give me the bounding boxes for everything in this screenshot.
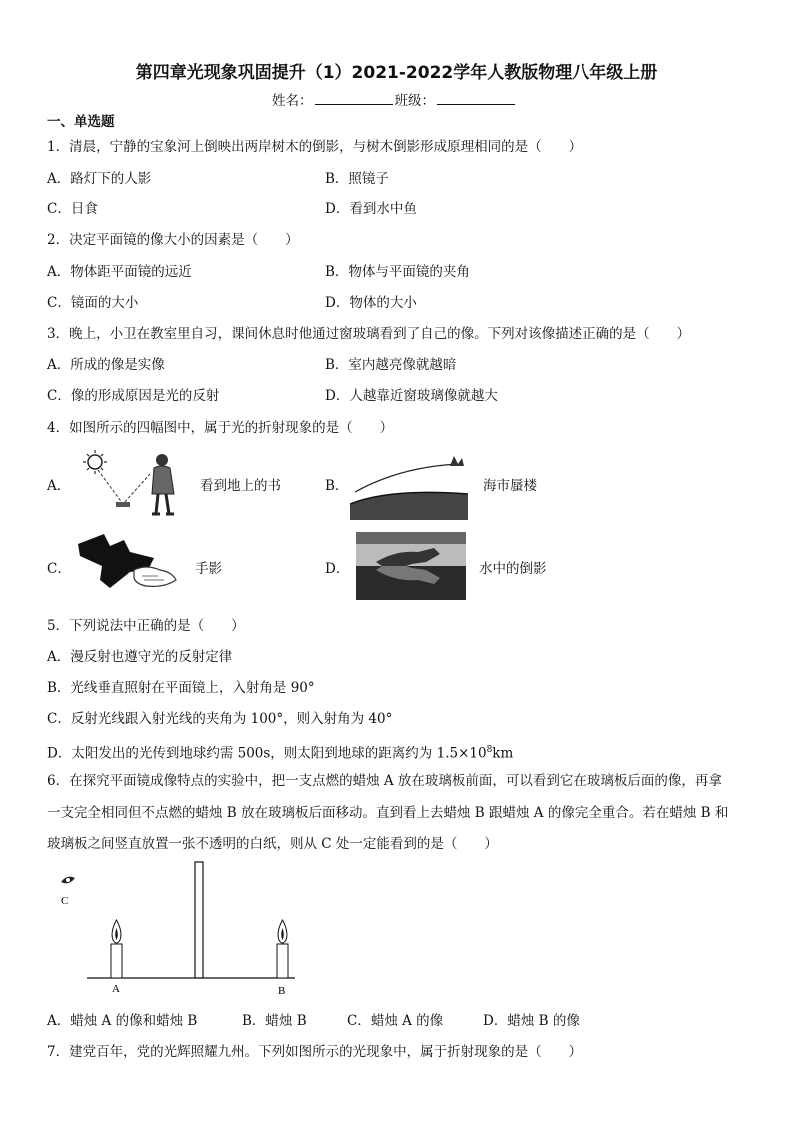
mirage-figure: [350, 452, 468, 520]
q1-stem: 1．清晨，宁静的宝象河上倒映出两岸树木的倒影，与树木倒影形成原理相同的是（ ）: [47, 139, 583, 155]
name-blank: [315, 92, 393, 105]
q4-stem: 4．如图所示的四幅图中，属于光的折射现象的是（ ）: [47, 420, 394, 436]
q1-option-d: D．看到水中鱼: [325, 201, 417, 217]
glass-plate: [195, 862, 203, 978]
candle-b-icon: [277, 920, 288, 978]
child-icon: [152, 454, 174, 514]
q7-stem: 7．建党百年，党的光辉照耀九州。下列如图所示的光现象中，属于折射现象的是（ ）: [47, 1044, 583, 1060]
hand-shadow-figure: [74, 530, 182, 596]
q5-stem: 5．下列说法中正确的是（ ）: [47, 618, 245, 634]
q3-option-a: A．所成的像是实像: [47, 357, 165, 373]
q2-option-a: A．物体距平面镜的远近: [47, 264, 192, 280]
class-label: 班级：: [394, 93, 435, 109]
q6-stem-line1: 6．在探究平面镜成像特点的实验中，把一支点燃的蜡烛 A 放在玻璃板前面，可以看到它在玻璃板后面的像，再拿: [47, 773, 722, 789]
book-icon: [116, 502, 130, 507]
q2-option-b: B．物体与平面镜的夹角: [325, 264, 470, 280]
q2-stem: 2．决定平面镜的像大小的因素是（ ）: [47, 232, 299, 248]
q5-option-a: A．漫反射也遵守光的反射定律: [47, 649, 233, 665]
q4-option-d-caption: 水中的倒影: [479, 561, 547, 577]
q5-option-d-text: D．太阳发出的光传到地球约需 500s，则太阳到地球的距离约为 1.5×10: [47, 745, 487, 762]
q4-option-b-letter: B．: [325, 478, 349, 494]
q4-option-a-letter: A．: [47, 478, 71, 494]
q4-option-c-caption: 手影: [195, 561, 222, 577]
q3-stem: 3．晚上，小卫在教室里自习，课间休息时他通过窗玻璃看到了自己的像。下列对该像描述正确的是（ ）: [47, 326, 691, 342]
label-b: B: [278, 985, 286, 997]
section-heading: 一、单选题: [47, 114, 115, 130]
q6-option-c: C．蜡烛 A 的像: [347, 1013, 444, 1029]
q1-option-c: C．日食: [47, 201, 98, 217]
hand-icon: [134, 567, 176, 586]
candle-mirror-diagram: [55, 858, 315, 998]
q5-option-d: [47, 741, 513, 763]
q1-option-b: B．照镜子: [325, 171, 389, 187]
q6-option-b: B．蜡烛 B: [242, 1013, 307, 1029]
q1-option-a: A．路灯下的人影: [47, 171, 152, 187]
q3-option-b: B．室内越亮像就越暗: [325, 357, 457, 373]
q5-option-b: B．光线垂直照射在平面镜上，入射角是 90°: [47, 680, 315, 696]
sun-icon: [83, 450, 107, 474]
q4-option-d-letter: D．: [325, 561, 350, 577]
sun-child-book-figure: [78, 448, 198, 520]
q3-option-d: D．人越靠近窗玻璃像就越大: [325, 388, 498, 404]
water-reflection-figure: [356, 532, 466, 600]
eye-icon: [61, 877, 75, 884]
q2-option-c: C．镜面的大小: [47, 295, 139, 311]
label-a: A: [112, 983, 120, 995]
candle-a-icon: [111, 920, 122, 978]
q2-option-d: D．物体的大小: [325, 295, 417, 311]
class-blank: [437, 92, 515, 105]
q6-stem-line3: 玻璃板之间竖直放置一张不透明的白纸，则从 C 处一定能看到的是（ ）: [47, 836, 498, 852]
q4-option-c-letter: C．: [47, 561, 71, 577]
q6-option-a: A．蜡烛 A 的像和蜡烛 B: [47, 1013, 198, 1029]
q4-option-a-caption: 看到地上的书: [200, 478, 281, 494]
label-c: C: [61, 895, 69, 907]
q5-option-c: C．反射光线跟入射光线的夹角为 100°，则入射角为 40°: [47, 711, 393, 727]
student-info: [272, 92, 517, 110]
q6-stem-line2: 一支完全相同但不点燃的蜡烛 B 放在玻璃板后面移动。直到看上去蜡烛 B 跟蜡烛 A 的像完全重合。若在蜡烛 B 和: [47, 805, 729, 821]
q5-option-d-unit: km: [492, 745, 514, 762]
q3-option-c: C．像的形成原因是光的反射: [47, 388, 220, 404]
page-title: 第四章光现象巩固提升（1）2021-2022学年人教版物理八年级上册: [135, 63, 658, 83]
name-label: 姓名：: [272, 93, 313, 109]
q4-option-b-caption: 海市蜃楼: [483, 478, 537, 494]
q6-option-d: D．蜡烛 B 的像: [483, 1013, 580, 1029]
q5-option-d-exponent: 8: [486, 745, 493, 755]
